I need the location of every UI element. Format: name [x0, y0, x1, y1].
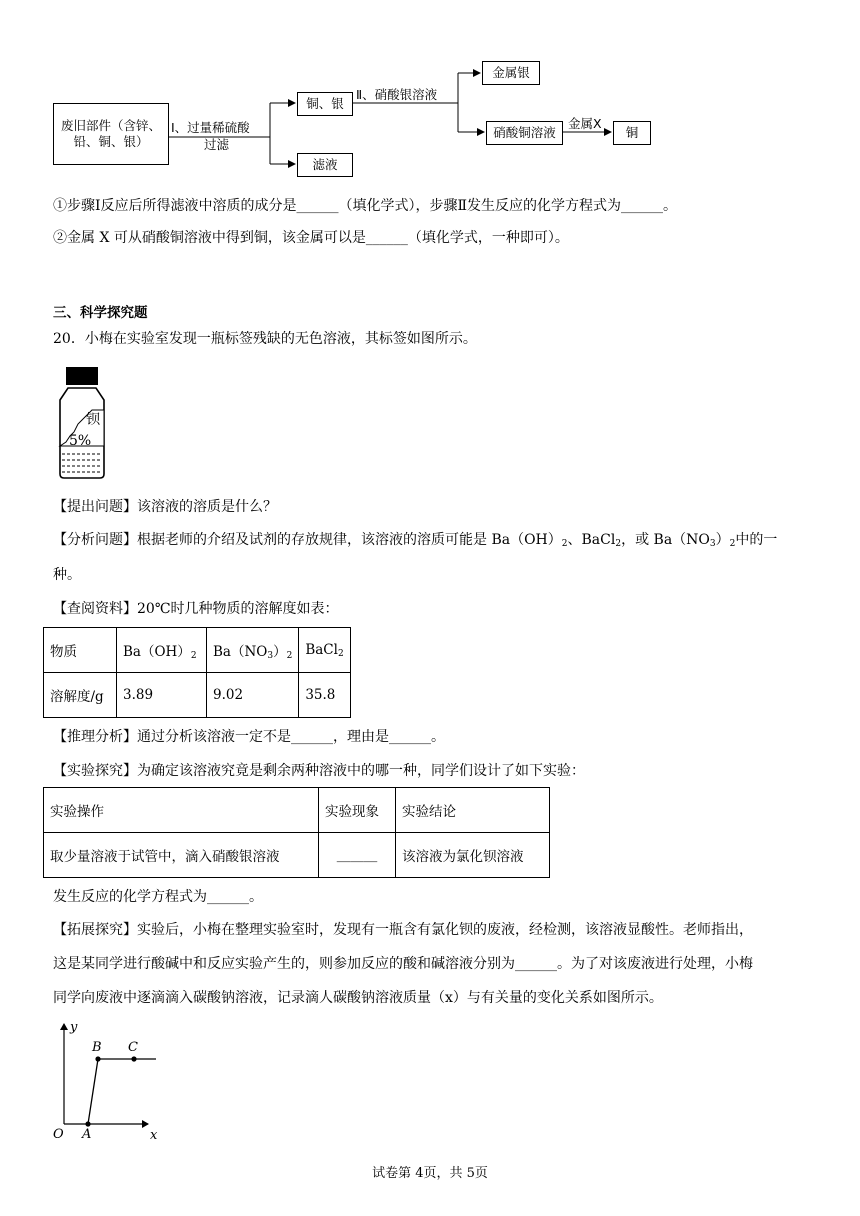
point-a [85, 1121, 90, 1126]
flow-cu-nitrate-text: 硝酸铜溶液 [493, 125, 556, 140]
exp-conclusion: 该溶液为氯化钡溶液 [396, 833, 550, 878]
sol-h2-main: Ba（NO [213, 643, 268, 660]
sol-header-substance: 物质 [44, 628, 117, 673]
flow-step1-sub: 过滤 [204, 137, 230, 152]
reaction-equation: 发生反应的化学方程式为______。 [53, 889, 263, 905]
sol-h3-sub: 2 [337, 648, 344, 659]
graph-label-o: O [53, 1127, 64, 1142]
question-2: ②金属 X 可从硝酸铜溶液中得到铜，该金属可以是______（填化学式，一种即可）。 [53, 230, 569, 246]
section-title: 三、科学探究题 [53, 305, 148, 321]
bottle-label-percent: 5% [69, 433, 92, 449]
flow-silver-text: 金属银 [492, 65, 530, 80]
graph-label-x: x [150, 1128, 158, 1143]
curve-line [88, 1059, 156, 1124]
flow-filtrate-box [297, 153, 353, 177]
flow-filtrate-text: 滤液 [312, 157, 338, 172]
sol-header-bacl2 [299, 628, 350, 673]
exp-header-conclusion: 实验结论 [396, 788, 550, 833]
exp-header-phenomenon: 实验现象 [319, 788, 396, 833]
exp-operation: 取少量溶液于试管中，滴入硝酸银溶液 [44, 833, 319, 878]
sol-h2-sub2: 2 [286, 650, 293, 661]
graph-label-y: y [70, 1020, 78, 1035]
graph-label-c: C [128, 1040, 138, 1055]
sol-row-label: 溶解度/g [44, 673, 117, 718]
analysis-sub-3: 3 [709, 539, 716, 549]
flow-cu-ag-text: 铜、银 [306, 96, 344, 111]
exp-header-operation: 实验操作 [44, 788, 319, 833]
table-row [44, 833, 550, 878]
analysis-line-1 [53, 530, 777, 554]
extension-line-3: 同学向废液中逐滴滴入碳酸钠溶液，记录滴人碳酸钠溶液质量（x）与有关量的变化关系如图所示。 [53, 990, 663, 1006]
graph-label-b: B [92, 1040, 102, 1055]
flow-silver-box [482, 61, 540, 85]
analysis-sub-4: 2 [729, 539, 736, 549]
sol-header-baoh2 [117, 628, 207, 673]
flow-step1-label: Ⅰ、过量稀硫酸 [171, 120, 250, 135]
point-b [95, 1056, 100, 1061]
flow-start-box [53, 103, 169, 165]
sol-value-bano32: 9.02 [207, 673, 299, 718]
sol-value-bacl2: 35.8 [299, 673, 350, 718]
analysis-sub-2: 2 [615, 539, 622, 549]
graph-label-a: A [82, 1127, 92, 1142]
reagent-bottle-figure [52, 366, 122, 480]
relation-graph [50, 1018, 170, 1148]
flow-step2-label: Ⅱ、硝酸银溶液 [356, 87, 438, 102]
page-footer: 试卷第 4页，共 5页 [372, 1166, 488, 1181]
table-row [44, 673, 351, 718]
analysis-part-b: 、BaCl [567, 532, 616, 548]
sol-h1-main: Ba（OH） [123, 643, 191, 660]
extension-line-2: 这是某同学进行酸碱中和反应实验产生的，则参加反应的酸和碱溶液分别为______。为了对该废液进行处理，小梅 [53, 956, 753, 972]
flow-copper-box [613, 121, 651, 145]
extension-line-1: 【拓展探究】实验后，小梅在整理实验室时，发现有一瓶含有氯化钡的废液，经检测，该溶液显酸性。老师指出， [53, 922, 753, 938]
flow-diagram [0, 0, 860, 190]
solubility-table [43, 627, 351, 718]
raise-question: 【提出问题】该溶液的溶质是什么？ [53, 499, 277, 515]
question-1: ①步骤Ⅰ反应后所得滤液中溶质的成分是______（填化学式），步骤Ⅱ发生反应的化学方程式为______。 [53, 198, 678, 214]
reference-data: 【查阅资料】20℃时几种物质的溶解度如表： [53, 601, 339, 617]
analysis-part-e: 中的一 [735, 532, 778, 548]
sol-h2-mid: ） [273, 643, 287, 660]
experiment-intro: 【实验探究】为确定该溶液究竟是剩余两种溶液中的哪一种，同学们设计了如下实验： [53, 763, 585, 779]
table-row [44, 788, 550, 833]
table-row [44, 628, 351, 673]
flow-copper-text: 铜 [625, 125, 639, 140]
analysis-part-a: 【分析问题】根据老师的介绍及试剂的存放规律，该溶液的溶质可能是 Ba（OH） [53, 532, 562, 548]
flow-metal-x-label: 金属X [568, 116, 602, 131]
sol-h1-sub: 2 [190, 650, 197, 661]
flow-start-text: 废旧部件（含锌、铅、铜、银） [60, 118, 161, 149]
analysis-line-2: 种。 [53, 567, 81, 583]
analysis-sub-1: 2 [561, 539, 568, 549]
analysis-part-c: ，或 Ba（NO [621, 532, 710, 548]
exp-phenomenon-blank: ______ [319, 833, 396, 878]
flow-cu-ag-box [297, 92, 353, 116]
bottle-label-char: 钡 [86, 412, 100, 428]
flow-cu-nitrate-box [486, 121, 563, 145]
sol-h2-sub1: 3 [267, 650, 274, 661]
sol-value-baoh2: 3.89 [117, 673, 207, 718]
reasoning-analysis: 【推理分析】通过分析该溶液一定不是______，理由是______。 [53, 729, 445, 745]
question-20-intro: 20．小梅在实验室发现一瓶标签残缺的无色溶液，其标签如图所示。 [53, 331, 477, 347]
analysis-part-d: ） [715, 532, 730, 548]
point-c [131, 1056, 136, 1061]
sol-h3-main: BaCl [305, 641, 338, 658]
sol-header-bano32 [207, 628, 299, 673]
experiment-table [43, 787, 550, 878]
